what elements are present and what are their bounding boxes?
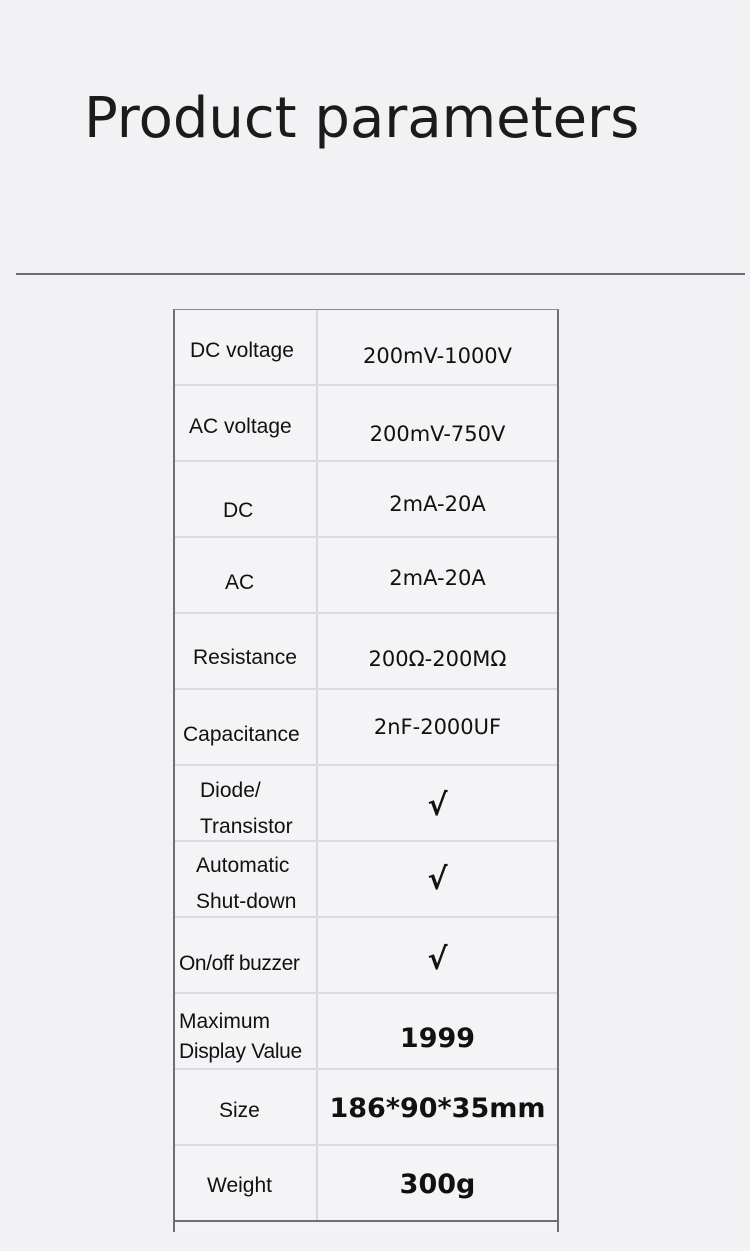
row-label: Maximum Display Value (175, 994, 318, 1068)
check-mark-icon: √ (427, 942, 448, 977)
parameters-table (173, 309, 559, 1232)
row-label: On/off buzzer (175, 918, 318, 992)
table-row-ac-current (175, 538, 557, 614)
title-divider (16, 273, 745, 275)
row-label: DC (175, 462, 318, 536)
row-value: 1999 (399, 1023, 476, 1054)
table-row-max-display (175, 994, 557, 1070)
table-row-auto-shutdown (175, 842, 557, 918)
check-mark-icon: √ (427, 788, 448, 823)
row-value: 200mV-1000V (362, 344, 513, 368)
row-label: DC voltage (175, 310, 318, 384)
row-value (318, 842, 557, 916)
row-label: Diode/ Transistor (175, 766, 318, 840)
check-mark-icon: √ (427, 862, 448, 897)
row-label: AC voltage (175, 386, 318, 460)
row-label: AC (175, 538, 318, 612)
table-row-size (175, 1070, 557, 1146)
page-title: Product parameters (84, 86, 640, 151)
table-row-resistance (175, 614, 557, 690)
row-label: Weight (175, 1146, 318, 1220)
table-row-buzzer (175, 918, 557, 994)
row-value: 2nF-2000UF (373, 715, 502, 739)
row-value (318, 918, 557, 992)
table-row-dc-voltage (175, 310, 557, 386)
table-row-dc-current (175, 462, 557, 538)
table-row-weight (175, 1146, 557, 1222)
row-label: Automatic Shut-down (175, 842, 318, 916)
table-row-ac-voltage (175, 386, 557, 462)
row-value (318, 766, 557, 840)
row-label: Resistance (175, 614, 318, 688)
row-value: 200mV-750V (369, 422, 506, 446)
row-value: 186*90*35mm (329, 1093, 546, 1124)
row-value: 2mA-20A (389, 566, 486, 590)
table-row-diode-transistor (175, 766, 557, 842)
row-value: 2mA-20A (389, 492, 486, 516)
row-value: 200Ω-200MΩ (368, 647, 507, 671)
table-row-capacitance (175, 690, 557, 766)
row-value: 300g (399, 1169, 476, 1200)
row-label: Size (175, 1070, 318, 1144)
row-label: Capacitance (175, 690, 318, 764)
